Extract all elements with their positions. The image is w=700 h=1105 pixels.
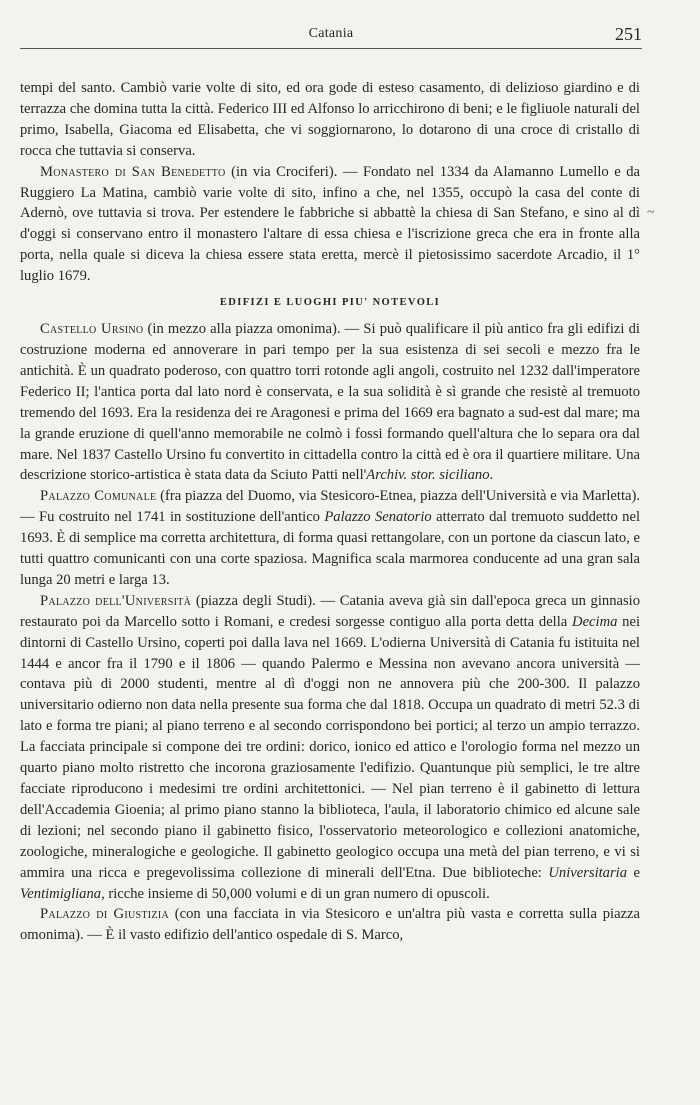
paragraph-palazzo-giustizia (20, 904, 640, 946)
italic-reference: Decima (572, 613, 618, 630)
body-text (20, 78, 640, 946)
paragraph-text: (in mezzo alla piazza omonima). — Si può qualificare il più antico fra gli edifizi di costruzione moderna ed annoverare in pari tempo per la sua esistenza di sei secoli e mezzo fra le antichità. È un quadrato poderoso, con quattro torri rotonde agli angoli, costruito nel 1232 dall'imperatore Federico II; l'antica porta dal lato nord è conservata, e la sua solidità è sì grande che resistè al tremuoto tremendo del 1693. Era la residenza dei re Aragonesi e prima del 1669 era bagnato a sud-est dal mare; ma la grande eruzione di quell'anno memorabile ne colmò i fossi formando quell'altura che lo separa ora dal mare. Nel 1837 Castello Ursino fu convertito in cittadella contro la città ed è ora il quartiere militare. Una descrizione storico-artistica è stata data da Sciuto Patti nell' (20, 321, 640, 484)
running-header (20, 26, 642, 54)
header-rule (20, 48, 642, 49)
entry-heading: Castello Ursino (40, 321, 144, 338)
paragraph-monastero (20, 162, 640, 287)
paragraph-text: tempi del santo. Cambiò varie volte di sito, ed ora gode di esteso casamento, di delizioso giardino e di terrazza che domina tutta la città. Federico III ed Alfonso lo arricchirono di beni; e le figliuole naturali del primo, Isabella, Giacoma ed Elisabetta, che vi soggiornarono, lo dotarono di una croce di cristallo di rocca che tuttavia si conserva. (20, 80, 640, 159)
entry-heading: Palazzo di Giustizia (40, 906, 169, 923)
paragraph-continuation (20, 78, 640, 162)
paragraph-text: atterrato dal tremuoto suddetto nel 1693. È di semplice ma corretta architettura, di forma quasi rettangolare, con un portone da ciascun lato, e tutti quattro comunicanti con una corte spaziosa. Magnifica scala marmorea conducente ad una gran sala lunga 20 metri e larga 13. (20, 509, 641, 588)
italic-reference: Archiv. stor. siciliano (366, 467, 490, 484)
paragraph-text: nei dintorni di Castello Ursino, coperti poi dalla lava nel 1669. L'odierna Università di Catania fu istituita nel 1444 e ancor fra il 1790 e il 1806 — quando Palermo e Messina non avevano ancora università — contava più di 2000 studenti, mentre al dì d'oggi non ne annovera più che 200-300. Il palazzo universitario odierno non data nella presente sua forma che dal 1818. Occupa un quadrato di metri 52.3 di lato e forma tre piani; al piano terreno e al secondo corrispondono bei portici; al terzo un ampio terrazzo. La facciata principale si compone dei tre ordini: dorico, ionico ed attico e l'orologio forma nel mezzo un quarto piano molto ristretto che incorona graziosamente l'edifizio. Quantunque più semplici, le tre altre facciate riproducono i medesimi tre ordini architettonici. — Nel pian terreno è il gabinetto di lettura dell'Accademia Gioenia; al primo piano stanno la biblioteca, l'aula, il laboratorio chimico ed alcune sale di lezioni; nel secondo piano il gabinetto fisico, l'osservatorio meteorologico e collezioni anatomiche, zoologiche, mineralogiche e geologiche. Il gabinetto geologico occupa una metà del pian terreno, e vi si ammira una ricca e pregevolissima collezione di minerali dell'Etna. Due biblioteche: (20, 613, 641, 881)
entry-heading: Monastero di San Benedetto (40, 163, 226, 180)
paragraph-text: . (489, 467, 494, 484)
margin-mark: ~ (647, 205, 655, 220)
italic-reference: Universitaria (548, 864, 628, 881)
paragraph-palazzo-universita (20, 591, 640, 905)
section-heading: EDIFIZI E LUOGHI PIU' NOTEVOLI (219, 297, 441, 309)
running-title: Catania (308, 26, 354, 41)
page-number: 251 (615, 24, 642, 44)
paragraph-text: (fra piazza del Duomo, via Stesicoro-Etnea, piazza dell'Università e via Marletta). — Fu costruito nel 1741 in sostituzione dell'antico (20, 488, 640, 526)
paragraph-text: (piazza degli Studi). — Catania aveva già sin dall'epoca greca un ginnasio restaurato poi da Marcello sotto i Romani, e credesi sorgesse contiguo alla porta detta della (20, 592, 640, 630)
italic-reference: Palazzo Senatorio (324, 509, 432, 526)
italic-reference: Ventimigliana (20, 885, 102, 902)
paragraph-castello (20, 319, 640, 486)
entry-heading: Palazzo Comunale (40, 488, 157, 505)
entry-heading: Palazzo dell'Università (40, 592, 192, 609)
paragraph-text: e (627, 864, 640, 881)
paragraph-palazzo-comunale (20, 486, 640, 591)
paragraph-text: , ricche insieme di 50,000 volumi e di un gran numero di opuscoli. (101, 885, 490, 902)
paragraph-text: (in via Crociferi). — Fondato nel 1334 da Alamanno Lumello e da Ruggiero La Matina, cambiò varie volte di sito, infino a che, nel 1355, occupò la casa del conte di Adernò, ove tuttavia si trova. Per estendere le fabbriche si abbattè la chiesa di San Stefano, e sino al dì d'oggi si conservano entro il monastero l'altare di essa chiesa e l'iscrizione greca che era in fronte alla porta, nella quale si diceva la chiesa essere stata eretta, mercè il pietosissimo sacerdote Arcadio, il 1° luglio 1679. (20, 163, 640, 285)
paragraph-text: (con una facciata in via Stesicoro e un'altra più vasta e corretta sulla piazza omonima). — È il vasto edifizio dell'antico ospedale di S. Marco, (20, 906, 640, 944)
